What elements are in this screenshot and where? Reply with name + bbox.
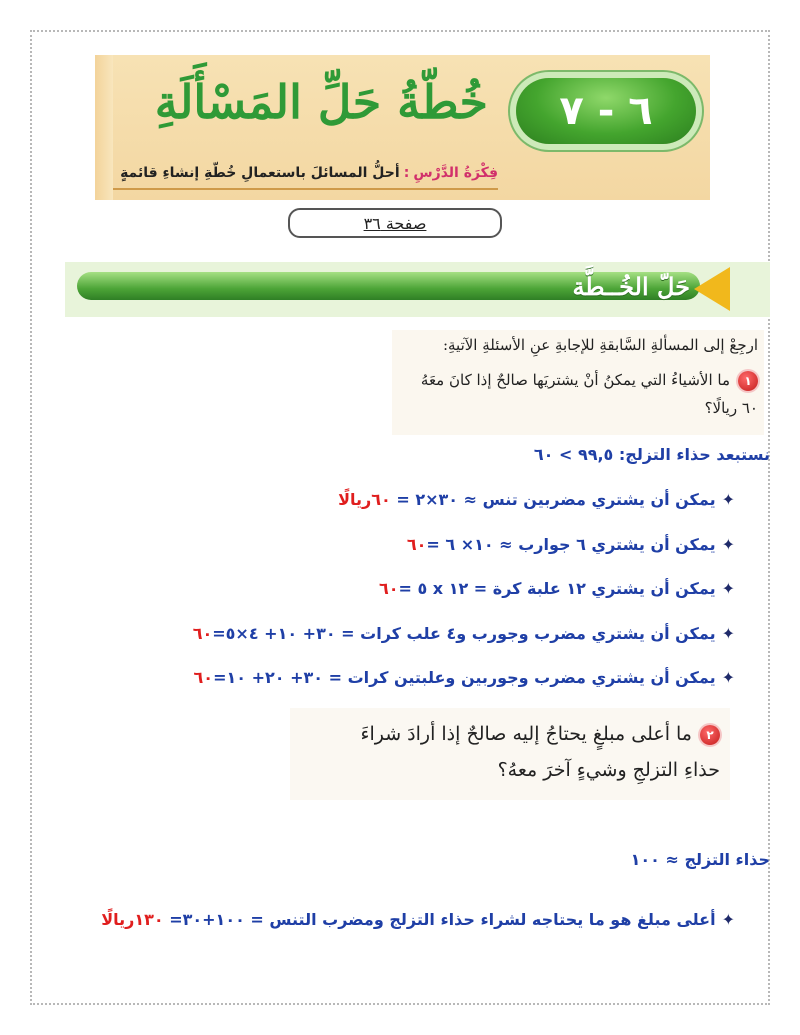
bullet-icon: ✦ (721, 579, 735, 598)
bullet-icon: ✦ (721, 490, 735, 509)
final-answer-text: أعلى مبلغ هو ما يحتاجه لشراء حذاء التزلج ومضرب التنس = ١٠٠+٣٠= (163, 910, 716, 929)
answer-item-result: ٦٠ (378, 579, 399, 598)
page-reference-text: صفحة ٣٦ (363, 213, 427, 233)
lesson-idea (120, 165, 498, 181)
lesson-number-badge (516, 78, 696, 144)
estimate-line: حذاء التزلج ≈ ١٠٠ (630, 850, 770, 869)
answer-item (193, 624, 735, 643)
bullet-icon: ✦ (721, 535, 735, 554)
answer-item (338, 490, 735, 509)
answer-item-text: يمكن أن يشتري ٦ جوارب ≈ ١٠× ٦ = (426, 535, 716, 554)
bullet-icon: ✦ (721, 624, 735, 643)
answer-item-result: ٦٠ (193, 668, 214, 687)
question-2-clip (290, 708, 730, 800)
lesson-idea-label: فِكْرَةُ الدَّرْسِ (413, 165, 498, 181)
section-arrow-icon (694, 267, 730, 311)
idea-underline (108, 188, 498, 190)
answer-item (407, 535, 735, 554)
question-1-text: ما الأشياءُ التي يمكنُ أنْ يشتريَها صالحٌ إذا كانَ معَهُ ٦٠ ريالًا؟ (420, 371, 758, 417)
answer-item (379, 579, 735, 598)
lesson-idea-text: أحلُّ المسائلَ باستعمالِ خُطّةِ إنشاءِ قائمةٍ (120, 165, 400, 181)
final-answer-result: ١٣٠ريالًا (101, 910, 164, 929)
answer-item-result: ٦٠ (192, 624, 213, 643)
lesson-title: خُطّةُ حَلِّ المَسْأَلَةِ (154, 75, 488, 129)
page-reference-box (288, 208, 502, 238)
answer-item-text: يمكن أن يشتري مضرب وجورب و٤ علب كرات = ٣٠+ ١٠+ ٤×٥= (212, 624, 716, 643)
final-answer (101, 910, 735, 929)
answer-item-text: يمكن أن يشتري مضربين تنس ≈ ٣٠×٢ = (390, 490, 716, 509)
bullet-icon: ✦ (721, 910, 735, 929)
lesson-banner (95, 55, 710, 200)
question-2 (320, 716, 720, 788)
question-1-clip (392, 330, 764, 435)
questions-intro: ارجِعْ إلى المسألةِ السَّابقةِ للإجابةِ عنِ الأسئلةِ الآتيةِ: (442, 336, 758, 354)
question-2-text: ما أعلى مبلغٍ يحتاجُ إليه صالحٌ إذا أرادَ شراءَ حذاءِ التزلجِ وشيءٍ آخرَ معهُ؟ (360, 723, 720, 781)
section-header-bar (65, 262, 770, 317)
section-title: حَلّ الخُــطَّة (572, 272, 690, 301)
lesson-number: ٦ - ٧ (559, 88, 653, 134)
bullet-icon: ✦ (721, 668, 735, 687)
exclude-line: نستبعد حذاء التزلج: ٩٩,٥ > ٦٠ (533, 445, 770, 464)
question-1 (418, 366, 758, 422)
question-2-number-icon: ٢ (700, 725, 720, 745)
lesson-idea-separator: : (403, 165, 410, 181)
answer-item-text: يمكن أن يشتري مضرب وجوربين وعلبتين كرات = ٣٠+ ٢٠+ ١٠= (213, 668, 716, 687)
question-1-number-icon: ١ (738, 371, 758, 391)
answer-item-result: ٦٠ (406, 535, 427, 554)
answer-item-result: ٦٠ريالًا (338, 490, 391, 509)
answer-item-text: يمكن أن يشتري ١٢ علبة كرة = ١٢ x ٥ = (398, 579, 716, 598)
answer-item (194, 668, 735, 687)
